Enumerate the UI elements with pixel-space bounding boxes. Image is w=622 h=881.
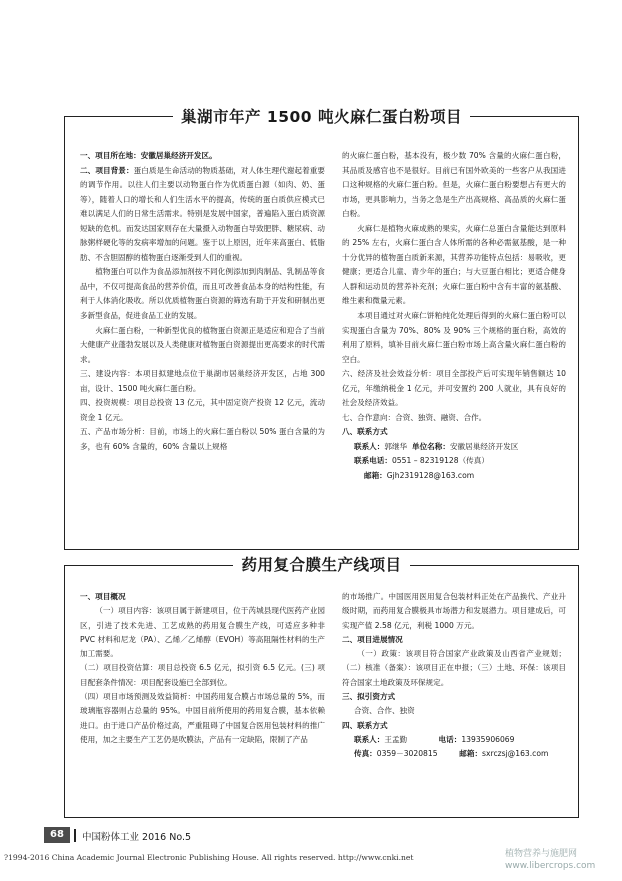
section-financing-heading: 三、拟引资方式: [342, 692, 396, 702]
article-2-right-column: [342, 590, 566, 762]
contact-line: 联系人：王孟勤 电话：13935906069: [354, 734, 515, 744]
article-2-box: [64, 556, 579, 818]
paragraph: （一）政策：该项目符合国家产业政策及山西省产业规划；（二）核准（备案）：该项目正在申报；（三）土地、环保：该项目符合国家土地政策及环保规定。: [342, 649, 566, 687]
article-2-title: 药用复合膜生产线项目: [65, 553, 578, 575]
paragraph: 的火麻仁蛋白粉，基本没有，极少数 70% 含量的火麻仁蛋白粉，其品质及感官也不是很好。目前已有国外欧美的一些客户从我国进口这种规格的火麻仁蛋白粉。但是，火麻仁蛋白粉要想占有更大的市场，更具影响力，当务之急是生产出高规格、高品质的火麻仁蛋白粉。: [342, 151, 566, 219]
contact-unit: 安徽居巢经济开发区: [449, 441, 519, 451]
copyright-line: ?1994-2016 China Academic Journal Electronic Publishing House. All rights reserved. http://www.cnki.net: [4, 853, 414, 862]
contact-person: 郭继华: [384, 441, 408, 451]
article-1-box: [64, 108, 579, 550]
contact-person: 王孟勤: [384, 734, 408, 744]
contact-tel: 13935906069: [461, 734, 515, 744]
contact-email: sxrczsj@163.com: [482, 749, 549, 759]
contact-line: 联系人：郭继华 单位名称：安徽居巢经济开发区: [354, 441, 519, 451]
paragraph: 植物蛋白可以作为食品添加剂按不同化例添加到肉制品、乳制品等食品中，不仅可提高食品的营养价值，而且可改善食品本身的结构性能，有利于人体消化吸收。所以优质植物蛋白资源的筛选有助于开发和研制出更多新型食品，促进食品工业的发展。: [80, 267, 325, 321]
article-1-left-column: [80, 149, 325, 454]
section-overview-heading: 一、项目概况: [80, 592, 126, 601]
section-background-heading: 二、项目背景：: [80, 165, 134, 175]
contact-line: 传真：0359－3020815 邮箱：sxrczsj@163.com: [354, 749, 549, 759]
footer-divider: [74, 829, 76, 842]
section-cooperation: 七、合作意向：合资、独资、融资、合作。: [342, 412, 487, 422]
contact-tel: 联系电话：0551 – 82319128（传真）: [354, 456, 489, 466]
watermark: 植物营养与施肥网 www.libercrops.com: [505, 849, 596, 871]
section-contact-heading: 四、联系方式: [342, 720, 388, 730]
paragraph: 蛋白质是生命活动的物质基础，对人体生理代谢起着重要的调节作用。以往人们主要以动物蛋白作为优质蛋白源（如肉、奶、蛋等），随着人口的增长和人们生活水平的提高，传统的蛋白质供应模式已难以满足人们的日常生活需求。特别是发展中国家，普遍陷入蛋白质资源短缺的危机。而发达国家则存在大量摄入动物蛋白导致肥胖、糖尿病、动脉粥样硬化等的发病率增加的问题。鉴于以上原因，近年来高蛋白、低脂肪、不含胆固醇的植物蛋白逐渐受到人们的重视。: [80, 165, 325, 262]
section-location: 一、项目所在地：安徽居巢经济开发区。: [80, 151, 217, 160]
paragraph: 的市场推广。中国医用医用复合包装材料正处在产品换代、产业升级时期，而药用复合膜极具市场潜力和发展潜力。项目建成后，可实现产值 2.58 亿元，利税 1000 万元。: [342, 592, 566, 630]
section-benefits: 六、经济及社会效益分析：项目全部投产后可实现年销售额达 10 亿元，年缴纳税金 1 亿元，并可安置约 200 人就业，具有良好的社会及经济效益。: [342, 369, 566, 408]
contact-email: 邮箱：Gjh2319128@163.com: [364, 471, 475, 481]
journal-name: 中国粉体工业 2016 No.5: [82, 832, 192, 843]
paragraph: （一）项目内容：该项目属于新建项目，位于芮城县现代医药产业园区，引进了技术先进、工艺成熟的药用复合膜生产线，可适应多种非 PVC 材料和尼龙（PA）、乙烯／乙烯醇（EVOH）等高阻隔性材料的生产加工需要。: [80, 606, 325, 659]
article-2-left-column: [80, 590, 325, 747]
article-1-title: 巢湖市年产 1500 吨火麻仁蛋白粉项目: [65, 105, 578, 127]
section-contact-heading: 八、联系方式: [342, 427, 388, 437]
paragraph: 火麻仁是植物火麻成熟的果实，火麻仁总蛋白含量能达到原料的 25% 左右，火麻仁蛋白含人体所需的各种必需氨基酸，是一种十分优异的植物蛋白质新来源，其营养功能特点包括：易吸收，更健康；更适合儿童、青少年的蛋白；与大豆蛋白相比；更适合健身人群和运动员的营养补充剂；火麻仁蛋白粉中含有丰富的氨基酸、维生素和微量元素。: [342, 223, 566, 306]
section-market: 五、产品市场分析：目前，市场上的火麻仁蛋白粉以 50% 蛋白含量的为多，也有 60% 含量的，60% 含量以上规格: [80, 427, 325, 451]
page-number: 68: [44, 827, 70, 843]
article-1-right-column: [342, 149, 566, 484]
contact-fax: 0359－3020815: [376, 749, 438, 759]
paragraph: 本项目通过对火麻仁饼粕纯化处理后得到的火麻仁蛋白粉可以实现蛋白含量为 70%、80% 及 90% 三个规格的蛋白粉，高效的利用了原料，填补目前火麻仁蛋白粉市场上高含量火麻仁蛋白粉的空白。: [342, 311, 566, 364]
section-investment: 四、投资规模：项目总投资 13 亿元，其中固定资产投资 12 亿元，流动资金 1 亿元。: [80, 398, 325, 422]
paragraph: 合资、合作、独资: [354, 706, 415, 716]
section-progress-heading: 二、项目进展情况: [342, 634, 403, 644]
paragraph: （二）项目投资估算：项目总投资 6.5 亿元，拟引资 6.5 亿元。(三) 项目配套条件情况：项目配套设施已全部到位。: [80, 663, 325, 687]
paragraph: 火麻仁蛋白粉，一种新型优良的植物蛋白资源正是适应和迎合了当前大健康产业蓬勃发展以及人类健康对植物蛋白资源提出更高要求的时代需求。: [80, 325, 325, 364]
section-construction: 三、建设内容：本项目拟建地点位于巢湖市居巢经济开发区，占地 300 亩，设计、1500 吨火麻仁蛋白粉。: [80, 369, 325, 393]
paragraph: （四）项目市场预测及效益简析：中国药用复合膜占市场总量的 5%，而玻璃瓶容器则占总量的 95%。中国目前所使用的药用复合膜，基本依赖进口。由于进口产品价格过高，严重阻碍了中国复合医用包装材料的推广使用，加之主要生产工艺仍是吹膜法，产品有一定缺陷，限制了产品: [80, 692, 325, 744]
